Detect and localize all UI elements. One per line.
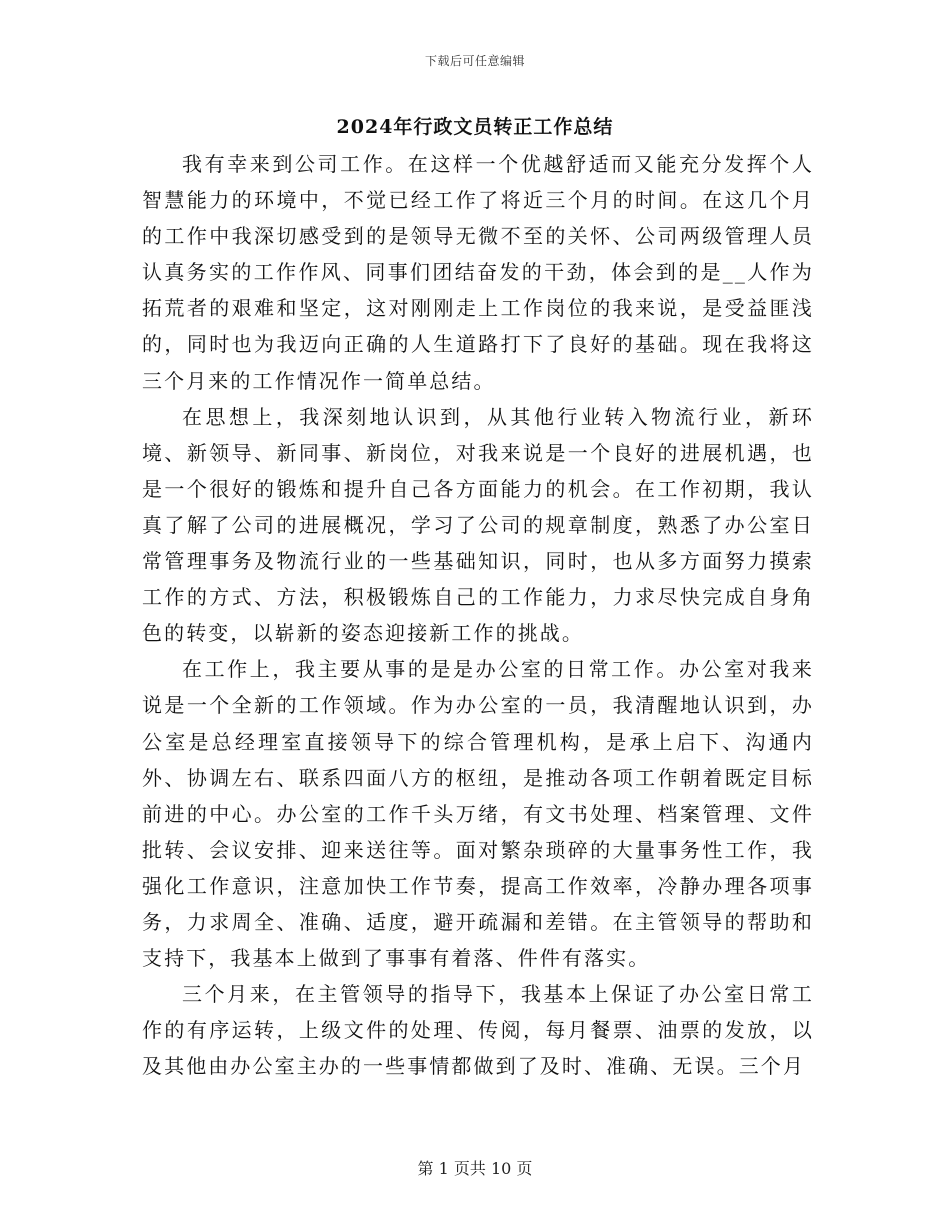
paragraph-2: 在思想上，我深刻地认识到，从其他行业转入物流行业，新环境、新领导、新同事、新岗位，对我来说是一个良好的进展机遇，也是一个很好的锻炼和提升自己各方面能力的机会。在工作初期，我认真了解了公司的进展概况，学习了公司的规章制度，熟悉了办公室日常管理事务及物流行业的一些基础知识，同时，也从多方面努力摸索工作的方式、方法，积极锻炼自己的工作能力，力求尽快完成自身角色的转变，以崭新的姿态迎接新工作的挑战。 xyxy=(142,404,814,646)
paragraph-1: 我有幸来到公司工作。在这样一个优越舒适而又能充分发挥个人智慧能力的环境中，不觉已经工作了将近三个月的时间。在这几个月的工作中我深切感受到的是领导无微不至的关怀、公司两级管理人员认真务实的工作作风、同事们团结奋发的干劲，体会到的是__人作为拓荒者的艰难和坚定，这对刚刚走上工作岗位的我来说，是受益匪浅的，同时也为我迈向正确的人生道路打下了良好的基础。现在我将这三个月来的工作情况作一简单总结。 xyxy=(142,152,814,393)
document-body xyxy=(142,146,814,1084)
header-note: 下载后可任意编辑 xyxy=(424,54,525,68)
document-title: 2024年行政文员转正工作总结 xyxy=(336,116,614,138)
page-number-footer: 第 1 页共 10 页 xyxy=(417,1159,533,1178)
paragraph-4: 三个月来，在主管领导的指导下，我基本上保证了办公室日常工作的有序运转，上级文件的处理、传阅，每月餐票、油票的发放，以及其他由办公室主办的一些事情都做到了及时、准确、无误。三个月 xyxy=(142,982,814,1079)
paragraph-3: 在工作上，我主要从事的是是办公室的日常工作。办公室对我来说是一个全新的工作领域。作为办公室的一员，我清醒地认识到，办公室是总经理室直接领导下的综合管理机构，是承上启下、沟通内外、协调左右、联系四面八方的枢纽，是推动各项工作朝着既定目标前进的中心。办公室的工作千头万绪，有文书处理、档案管理、文件批转、会议安排、迎来送往等。面对繁杂琐碎的大量事务性工作，我强化工作意识，注意加快工作节奏，提高工作效率，冷静办理各项事务，力求周全、准确、适度，避开疏漏和差错。在主管领导的帮助和支持下，我基本上做到了事事有着落、件件有落实。 xyxy=(142,657,814,971)
